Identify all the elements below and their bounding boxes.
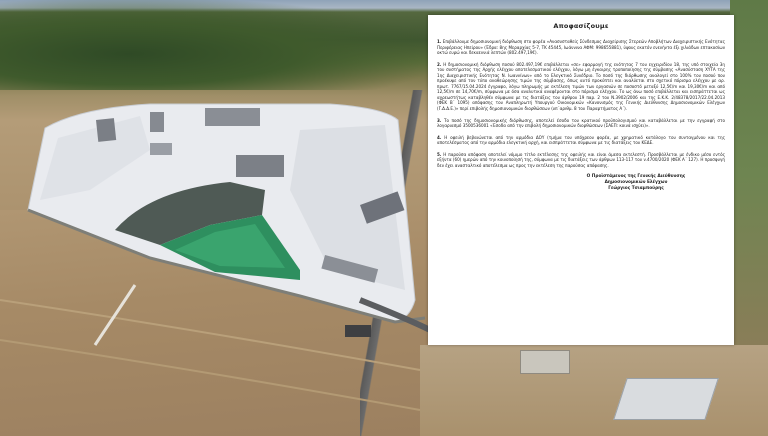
paragraph-text: Το ποσό της δημοσιονομικής διόρθωσης, αποτελεί έσοδο του κρατικού προϋπολογισμού και καταβάλλεται με την εγγραφή στο λογαριασμό 3500536001 «Έσοδα από την επιβολή δημοσιονομικών διορθώσεων (ΣΑΕΠ: κοινά ισχύει)». — [437, 117, 725, 129]
paragraph-number: 5. — [437, 151, 442, 157]
paragraph-2 — [437, 62, 725, 112]
paragraph-4 — [437, 135, 725, 146]
document-title: Αποφασίζουμε — [553, 22, 609, 30]
cover-strip — [150, 143, 172, 155]
signature-name: Γεώργιος Τσιαμπούρης — [608, 185, 664, 191]
paragraph-number: 1. — [437, 39, 442, 44]
machinery — [345, 325, 371, 337]
paragraph-text: Η δημοσιονομική διόρθωση ποσού 802.497,19€ επιβάλλεται «σε» εφαρμογή της ενότητας 7 του εγχειριδίου 18, της υπό στοιχεία 3η του συστήματος της Αρχής ελέγχου αποτελεσματικού ελέγχου, λόγω μη έγκαιρης τροποποίησης της σύμβασης «Ανασύσταση ΧΥΤΑ της 1ης Διαχειριστικής Ενότητας Ν. Ιωαννίνων» από το Ελεγκτικό Συνέδριο. Το ποσό της διόρθωσης αναλογεί στο 100% του ποσού που προέκυψε από τον τύπο αναθεώρησης τιμών της σύμβασης, όπως αυτό προκύπτει και αναλύεται στο σχετικό πόρισμα ελέγχου με αρ. πρωτ. 7767/15.04.2024 έγγραφο, λόγω πληρωμής με εκτέλεση τιμών των εργασιών σε ποσοστό μεταξύ 12,5€/m και 19,30€/m και από 12,5€/m σε 14,70€/m, σύμφωνα με όσα αναλυτικά αναφέρονται στο πόρισμα ελέγχου. Το ως άνω ποσό επιβάλλεται και εισπράττεται ως αχρεωστήτως καταβληθέν σύμφωνα με τις διατάξεις του άρθρου 19 παρ. 2 του Ν.3902/2006 και της Ε.Κ.Κ. 2/48378/2017/22.04.2013 (ΦΕΚ Β΄ 1095) απόφασης του Αναπληρωτή Υπουργού Οικονομικών «Κανονισμός της Γενικής Διεύθυνσης Δημοσιονομικών Ελέγχων (Γ.Δ.Δ.Ε.)» περί επιβολής δημοσιονομικών διορθώσεων (υπ΄αριθμ. 8 του Παραρτήματος Α΄). — [437, 61, 725, 112]
site-shed — [520, 350, 570, 374]
terrace-line — [0, 340, 420, 410]
paragraph-text: Η οφειλή βεβαιώνεται από την αρμόδια ΔΟΥ (τμήμα του υπόχρεου φορέα, με χρηματικό κατάλογο του συνταγμένου και της αποτελέσματος από την αρμόδια ελεγκτική αρχή, και εισπράττεται σύμφωνα με τις διατάξεις του ΚΕΔΕ. — [437, 134, 725, 146]
paragraph-text: Επιβάλλουμε δημοσιονομική διόρθωση στο φορέα «Ανασυσταθείς Σύνδεσμος Διαχείρισης Στερεών Αποβλήτων Διαχειριστικής Ενότητας Περιφέρειας Ηπείρου» (Έδρα: 8ης Μεραρχίας 5-7, ΤΚ 45445, Ιωάννινα ΑΦΜ: 998655881), ύψους εκατόν ενενήντα έξι χιλιάδων επτακοσίων οκτώ ευρώ και δεκαεννιά λεπτών (802.497,19€). — [437, 39, 725, 56]
paragraph-text: Η παρούσα απόφαση αποτελεί νόμιμο τίτλο εκτέλεσης της οφειλής και είναι άμεσα εκτελεστή. Προσβάλλεται με ένδικο μέσο εντός εξήντα (60) ημερών από την κοινοποίησή της, σύμφωνα με τις διατάξεις των άρθρων 113-117 του ν.4700/2020 (ΦΕΚ Α΄ 127). Η προσφυγή δεν έχει ανασταλτικό αποτέλεσμα ως προς την εκτέλεση της παρούσας απόφασης. — [437, 151, 725, 168]
site-building — [613, 378, 719, 420]
signature-block — [547, 174, 725, 191]
cover-strip — [150, 112, 164, 132]
paragraph-3 — [437, 118, 725, 129]
paragraph-5 — [437, 152, 725, 169]
signature-department: Δημοσιονομικών Ελέγχων — [604, 179, 668, 185]
cover-strip — [205, 108, 260, 126]
paragraph-1 — [437, 39, 725, 56]
paragraph-number: 4. — [437, 134, 442, 140]
paragraph-number: 2. — [437, 61, 442, 67]
signature-title: Ο Προϊστάμενος της Γενικής Διεύθυνσης — [586, 174, 686, 180]
paragraph-number: 3. — [437, 117, 442, 123]
decision-document — [428, 15, 734, 345]
cover-strip — [236, 155, 284, 177]
cover-strip — [96, 118, 116, 142]
